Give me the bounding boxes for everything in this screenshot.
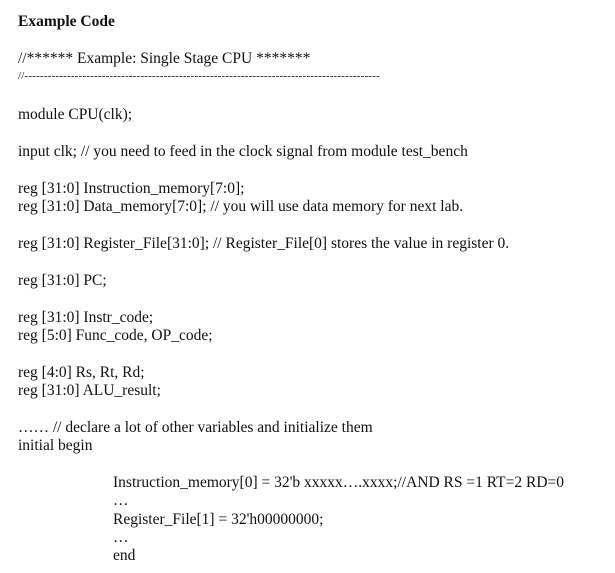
end-line: end	[113, 547, 136, 564]
alu-result-line: reg [31:0] ALU_result;	[18, 382, 161, 399]
instr-code-line: reg [31:0] Instr_code;	[18, 309, 154, 326]
pc-line: reg [31:0] PC;	[18, 272, 107, 289]
comment-title-line: //****** Example: Single Stage CPU *******	[18, 50, 311, 67]
register-file-init-line: Register_File[1] = 32'h00000000;	[113, 511, 324, 528]
func-op-code-line: reg [5:0] Func_code, OP_code;	[18, 327, 213, 344]
declare-variables-comment-line: …… // declare a lot of other variables and initialize them	[18, 419, 373, 436]
rs-rt-rd-line: reg [4:0] Rs, Rt, Rd;	[18, 364, 145, 381]
initial-begin-line: initial begin	[18, 437, 93, 454]
data-memory-line: reg [31:0] Data_memory[7:0]; // you will use data memory for next lab.	[18, 198, 464, 215]
instruction-memory-line: reg [31:0] Instruction_memory[7:0];	[18, 180, 245, 197]
ellipsis-line-1: …	[113, 492, 129, 509]
instruction-memory-init-line: Instruction_memory[0] = 32'b xxxxx….xxxx;//AND RS =1 RT=2 RD=0	[113, 474, 565, 491]
module-declaration-line: module CPU(clk);	[18, 106, 133, 123]
input-declaration-line: input clk; // you need to feed in the clock signal from module test_bench	[18, 143, 468, 160]
heading: Example Code	[18, 13, 115, 30]
ellipsis-line-2: …	[113, 529, 129, 546]
comment-divider-line: //--------------------------------------------------------------------------------------------	[18, 70, 380, 82]
register-file-line: reg [31:0] Register_File[31:0]; // Register_File[0] stores the value in register 0.	[18, 235, 510, 252]
